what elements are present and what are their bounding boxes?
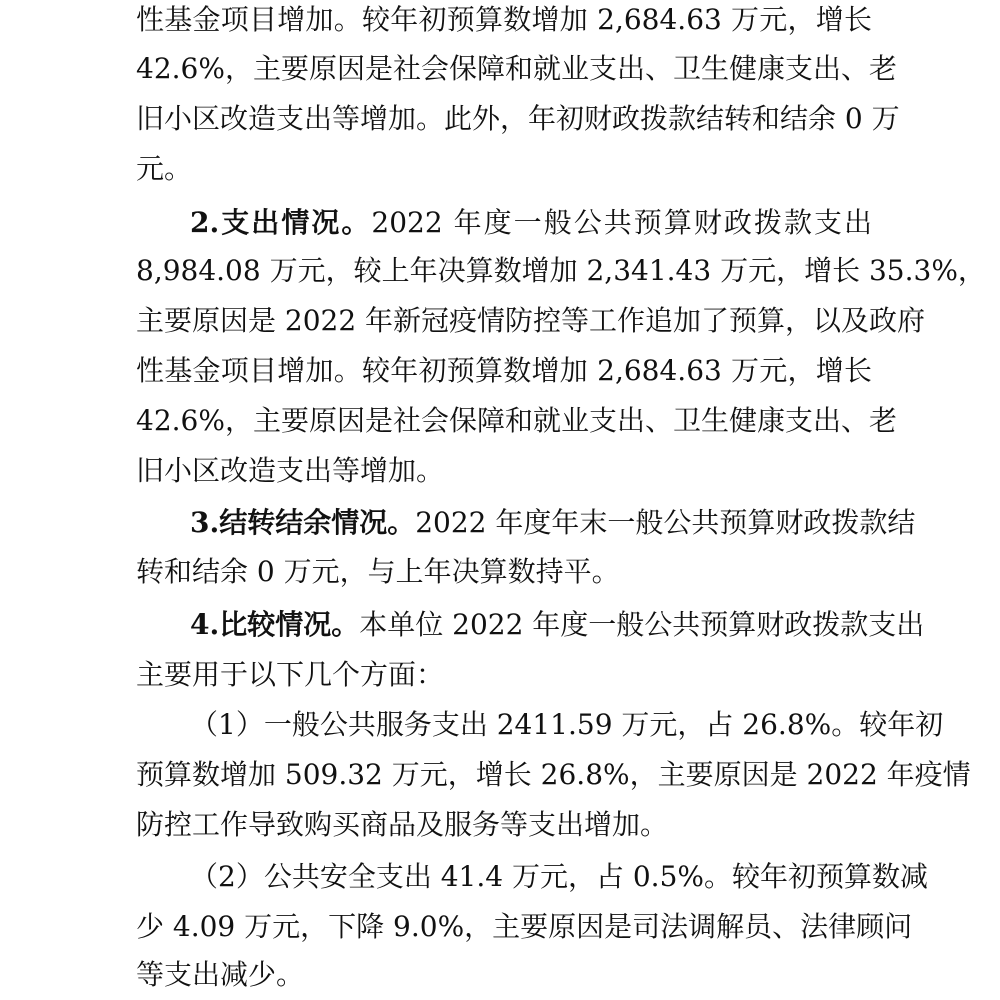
paragraph-line: 防控工作导致购买商品及服务等支出增加。 [136,808,669,841]
paragraph-line: 转和结余 0 万元，与上年决算数持平。 [136,555,620,588]
heading-label: 4.比较情况。 [190,608,360,641]
section-heading-carryover [190,498,916,548]
section-heading-comparison [190,600,925,650]
paragraph-line: 主要用于以下几个方面： [136,658,445,691]
paragraph-line: 8,984.08 万元，较上年决算数增加 2,341.43 万元，增长 35.3%， [136,254,986,287]
paragraph-line: 预算数增加 509.32 万元，增长 26.8%，主要原因是 2022 年疫情 [136,758,971,791]
heading-text: 2022 年度年末一般公共预算财政拨款结 [415,506,916,539]
paragraph-line: 性基金项目增加。较年初预算数增加 2,684.63 万元，增长 [136,3,872,36]
paragraph-line: 性基金项目增加。较年初预算数增加 2,684.63 万元，增长 [136,354,872,387]
heading-text: 本单位 2022 年度一般公共预算财政拨款支出 [359,608,925,641]
paragraph-line: 42.6%，主要原因是社会保障和就业支出、卫生健康支出、老 [136,404,897,437]
list-item-line: （1）一般公共服务支出 2411.59 万元，占 26.8%。较年初 [190,708,944,741]
list-item-line: （2）公共安全支出 41.4 万元，占 0.5%。较年初预算数减 [190,860,928,893]
heading-text: 2022 年度一般公共预算财政拨款支出 [371,206,872,239]
paragraph-line: 主要原因是 2022 年新冠疫情防控等工作追加了预算，以及政府 [136,304,926,337]
paragraph-line: 元。 [136,152,193,185]
paragraph-line: 42.6%，主要原因是社会保障和就业支出、卫生健康支出、老 [136,52,897,85]
paragraph-line: 旧小区改造支出等增加。 [136,454,445,487]
section-heading-expenditure [190,198,872,248]
paragraph-line: 旧小区改造支出等增加。此外，年初财政拨款结转和结余 0 万 [136,102,900,135]
paragraph-line: 少 4.09 万元，下降 9.0%，主要原因是司法调解员、法律顾问 [136,910,913,943]
heading-label: 3.结转结余情况。 [190,506,416,539]
paragraph-line: 等支出减少。 [136,958,305,991]
heading-label: 2.支出情况。 [190,206,372,239]
